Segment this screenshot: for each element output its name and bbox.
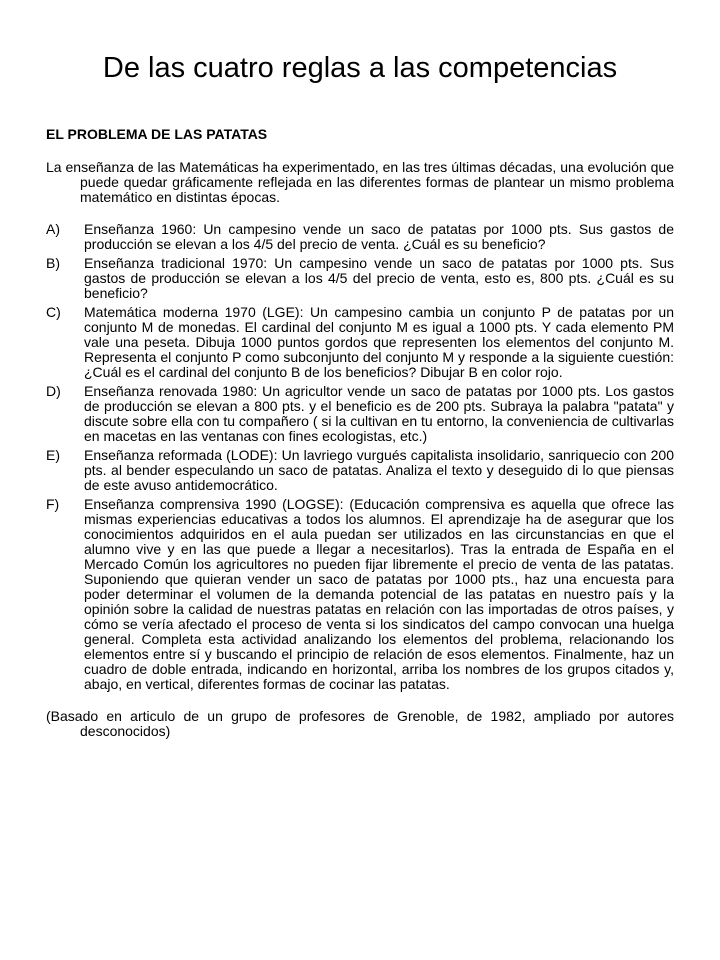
list-item-marker: F) bbox=[46, 496, 60, 512]
problem-versions-list bbox=[46, 222, 674, 692]
list-item-f bbox=[46, 497, 674, 692]
list-item-e bbox=[46, 448, 674, 493]
document-body bbox=[46, 160, 674, 739]
list-item-marker: A) bbox=[46, 221, 60, 237]
section-heading: EL PROBLEMA DE LAS PATATAS bbox=[46, 126, 268, 142]
list-item-a bbox=[46, 222, 674, 252]
list-item-text: Enseñanza comprensiva 1990 (LOGSE): (Educación comprensiva es aquella que ofrece las mismas experiencias educativas a todos los alumnos. El aprendizaje ha de asegurar que los conocimientos adquiridos en el aula puedan ser utilizados en las circunstancias en que el alumno vive y en las que puede a llegar a necesitarlos). Tras la entrada de España en el Mercado Común los agricultores no pueden fijar libremente el precio de venta de las patatas. Suponiendo que quieran vender un saco de patatas por 1000 pts., haz una encuesta para poder determinar el volumen de la demanda potencial de las patatas en nuestro país y la opinión sobre la calidad de nuestras patatas en relación con las importadas de otros países, y cómo se vería afectado el proceso de venta si los sindicatos del campo convocan una huelga general. Completa esta actividad analizando los elementos del problema, relacionando los elementos entre sí y buscando el principio de relación de esos elementos. Finalmente, haz un cuadro de doble entrada, indicando en horizontal, arriba los nombres de los grupos citados y, abajo, en vertical, diferentes formas de cocinar las patatas. bbox=[84, 496, 674, 692]
list-item-marker: C) bbox=[46, 304, 61, 320]
list-item-c bbox=[46, 305, 674, 380]
list-item-text: Matemática moderna 1970 (LGE): Un campesino cambia un conjunto P de patatas por un conjunto M de monedas. El cardinal del conjunto M es igual a 1000 pts. Y cada elemento PM vale una peseta. Dibuja 1000 puntos gordos que representen los elementos del conjunto M. Representa el conjunto P como subconjunto del conjunto M y responde a la siguiente cuestión: ¿Cuál es el cardinal del conjunto B de los beneficios? Dibujar B en color rojo. bbox=[84, 304, 674, 380]
list-item-text: Enseñanza tradicional 1970: Un campesino vende un saco de patatas por 1000 pts. Sus gastos de producción se elevan a los 4/5 del precio de venta, esto es, 800 pts. ¿Cuál es su beneficio? bbox=[84, 255, 674, 301]
page-title: De las cuatro reglas a las competencias bbox=[102, 52, 618, 84]
list-item-marker: B) bbox=[46, 255, 60, 271]
list-item-b bbox=[46, 256, 674, 301]
list-item-text: Enseñanza 1960: Un campesino vende un saco de patatas por 1000 pts. Sus gastos de producción se elevan a los 4/5 del precio de venta. ¿Cuál es su beneficio? bbox=[84, 221, 674, 252]
list-item-marker: D) bbox=[46, 383, 61, 399]
list-item-text: Enseñanza renovada 1980: Un agricultor vende un saco de patatas por 1000 pts. Los gastos de producción se elevan a 800 pts. y el beneficio es de 200 pts. Subraya la palabra "patata" y discute sobre ella con tu compañero ( si la cultivan en tu entorno, la conveniencia de cultivarlas en macetas en las ventanas con fines ecologistas, etc.) bbox=[84, 383, 674, 444]
list-item-text: Enseñanza reformada (LODE): Un lavriego vurgués capitalista insolidario, sanriquecio con 200 pts. al bender especulando un saco de patatas. Analiza el texto y deseguido di lo que piensas de este avuso antidemocrático. bbox=[84, 447, 674, 493]
source-note: (Basado en articulo de un grupo de profesores de Grenoble, de 1982, ampliado por autores desconocidos) bbox=[46, 708, 674, 739]
list-item-marker: E) bbox=[46, 447, 60, 463]
intro-paragraph: La enseñanza de las Matemáticas ha experimentado, en las tres últimas décadas, una evolución que puede quedar gráficamente reflejada en las diferentes formas de plantear un mismo problema matemático en distintas épocas. bbox=[46, 159, 674, 205]
list-item-d bbox=[46, 384, 674, 444]
